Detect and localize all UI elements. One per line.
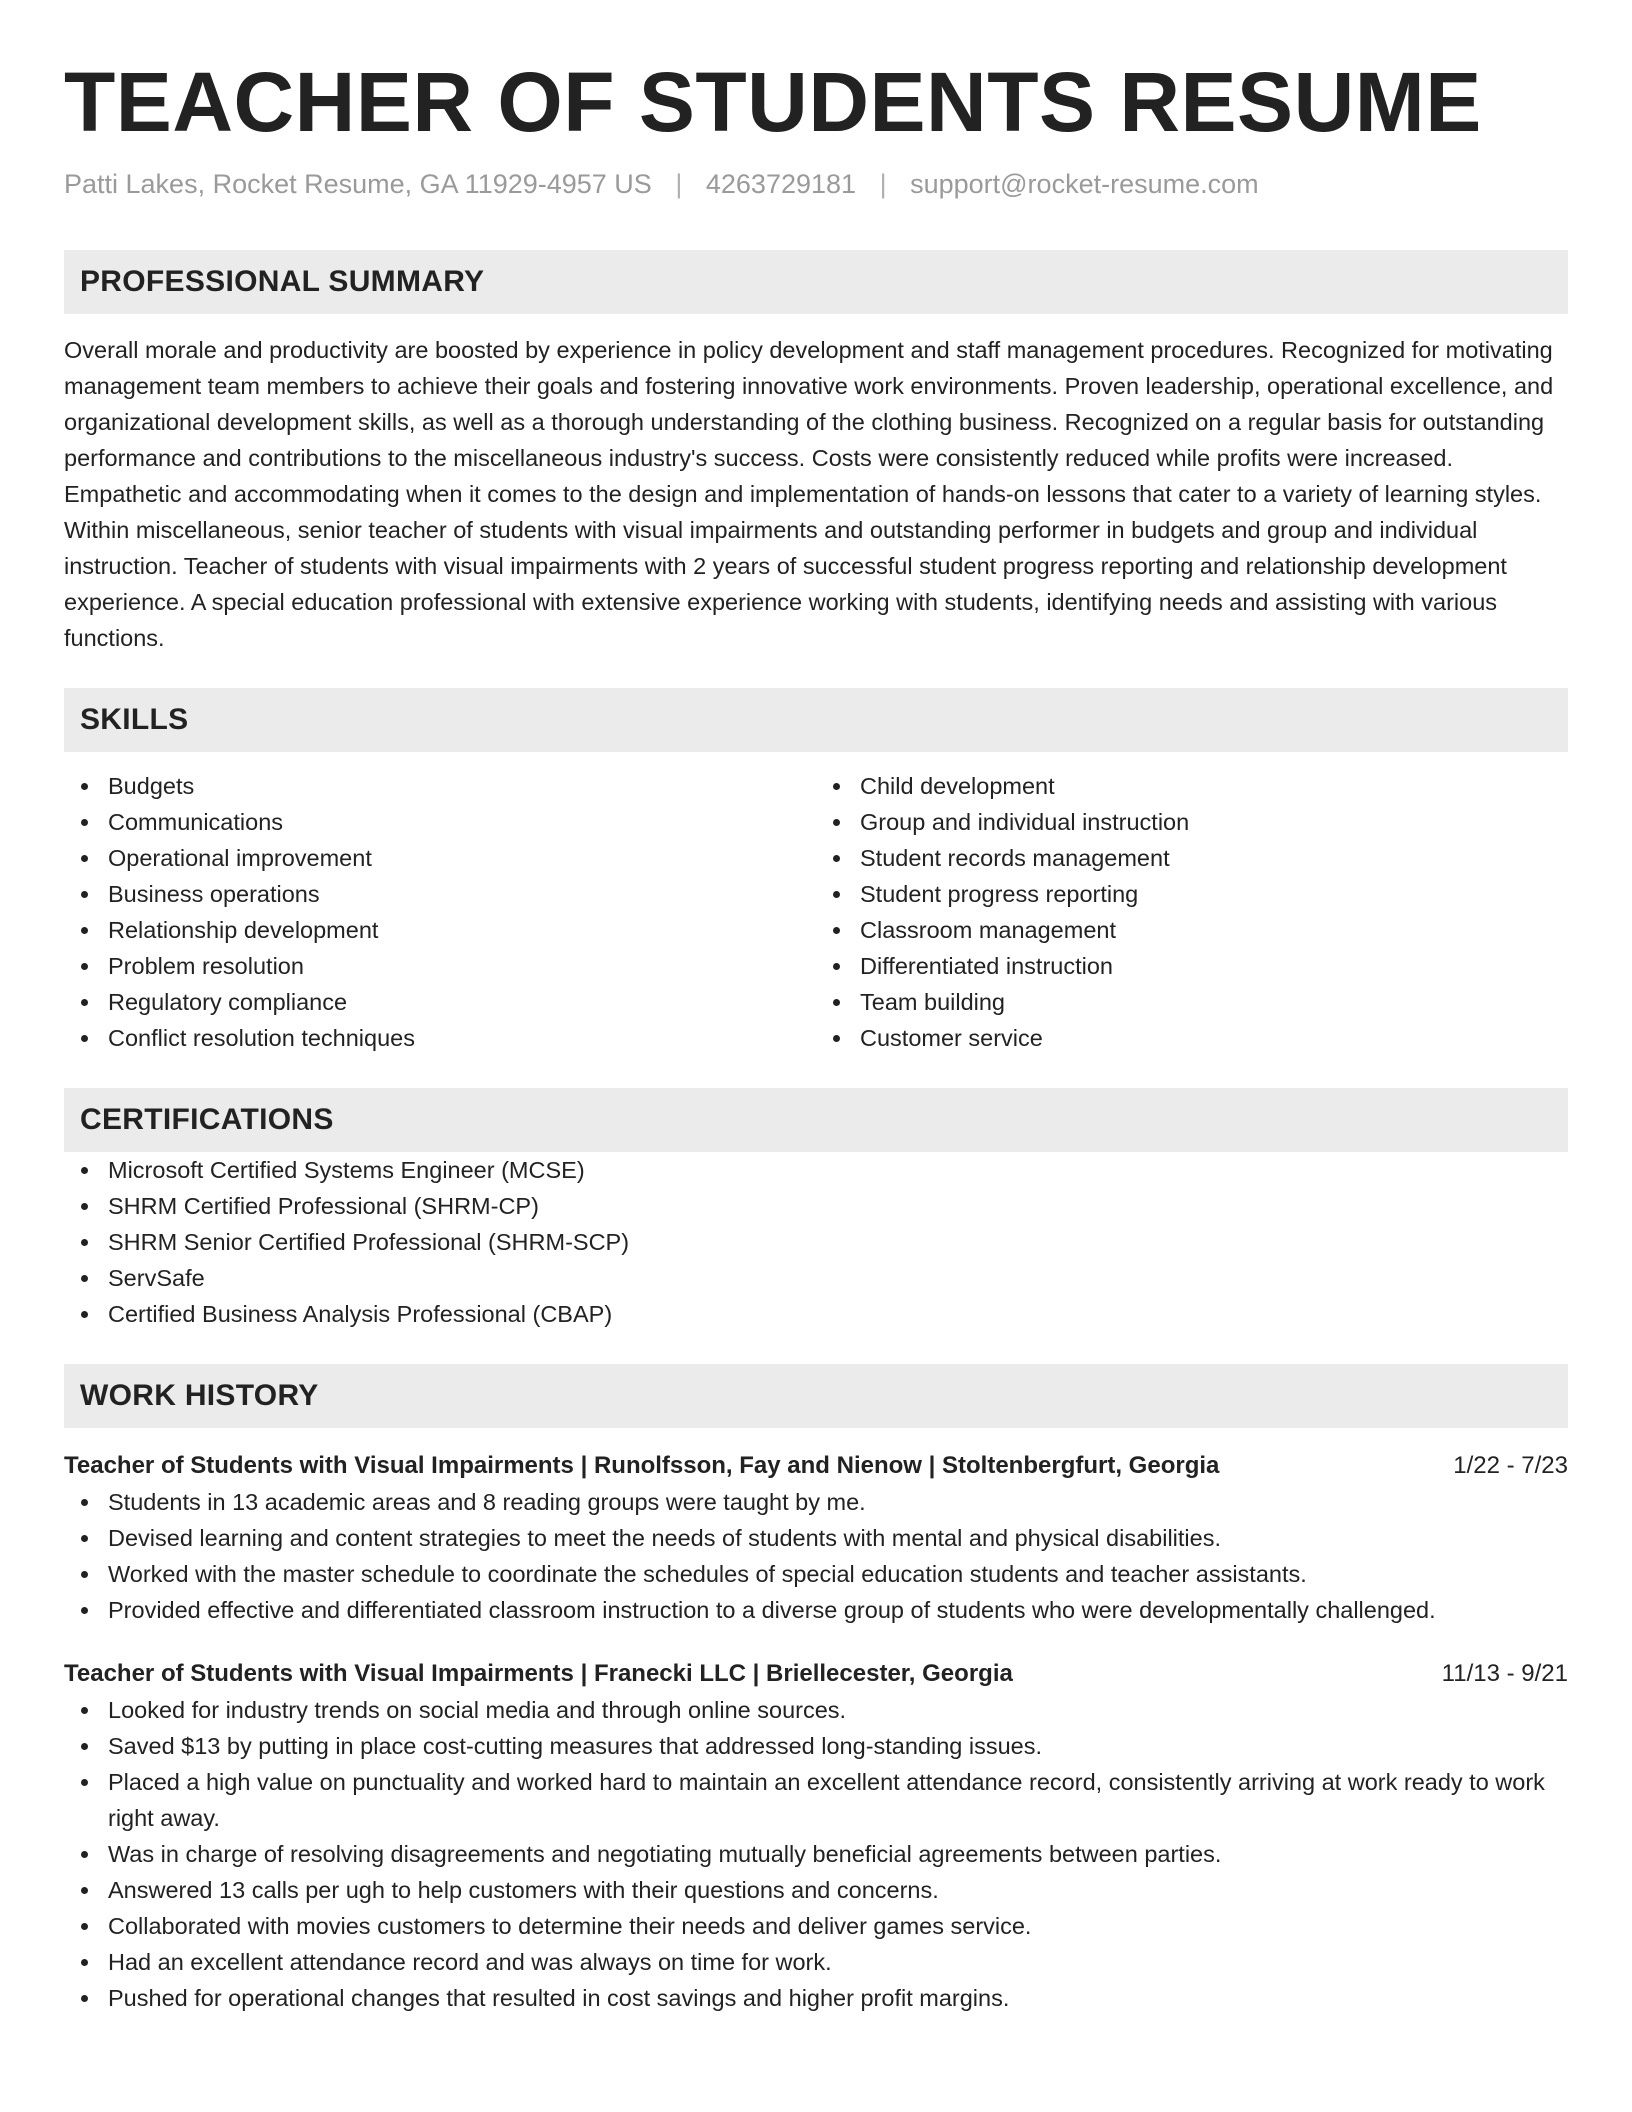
skill-item: Budgets [64,768,816,804]
job-bullet: Placed a high value on punctuality and worked hard to maintain an excellent attendance record, consistently arriving at work ready to work right away. [64,1764,1568,1836]
contact-line [64,166,1568,202]
skill-item: Regulatory compliance [64,984,816,1020]
certifications-heading: CERTIFICATIONS [64,1088,1568,1152]
job-entry [64,1448,1568,1628]
contact-separator: | [675,169,683,199]
contact-phone: 4263729181 [705,169,857,199]
skill-item: Operational improvement [64,840,816,876]
job-bullet: Looked for industry trends on social media and through online sources. [64,1692,1568,1728]
skills-heading: SKILLS [64,688,1568,752]
work-history-heading: WORK HISTORY [64,1364,1568,1428]
job-bullet: Pushed for operational changes that resulted in cost savings and higher profit margins. [64,1980,1568,2016]
job-bullet-list [64,1692,1568,2016]
certifications-list [64,1152,1568,1332]
certification-item: Certified Business Analysis Professional (CBAP) [64,1296,1568,1332]
contact-email: support@rocket-resume.com [910,169,1259,199]
job-bullet: Was in charge of resolving disagreements and negotiating mutually beneficial agreements between parties. [64,1836,1568,1872]
skill-item: Conflict resolution techniques [64,1020,816,1056]
job-bullet: Answered 13 calls per ugh to help customers with their questions and concerns. [64,1872,1568,1908]
certification-item: SHRM Certified Professional (SHRM-CP) [64,1188,1568,1224]
job-dates: 11/13 - 9/21 [1441,1660,1568,1687]
skill-item: Student records management [816,840,1568,876]
skill-item: Business operations [64,876,816,912]
job-bullet: Worked with the master schedule to coordinate the schedules of special education students and teacher assistants. [64,1556,1568,1592]
skills-column-right [816,768,1568,1056]
job-entry [64,1656,1568,2016]
job-bullet: Devised learning and content strategies to meet the needs of students with mental and physical disabilities. [64,1520,1568,1556]
job-bullet: Collaborated with movies customers to determine their needs and deliver games service. [64,1908,1568,1944]
job-header [64,1448,1568,1484]
job-header [64,1656,1568,1692]
summary-text: Overall morale and productivity are boosted by experience in policy development and staff management procedures. Recognized for motivating management team members to achieve their goals and fostering innovative work environments. Proven leadership, operational excellence, and organizational development skills, as well as a thorough understanding of the clothing business. Recognized on a regular basis for outstanding performance and contributions to the miscellaneous industry's success. Costs were consistently reduced while profits were increased. Empathetic and accommodating when it comes to the design and implementation of hands-on lessons that cater to a variety of learning styles. Within miscellaneous, senior teacher of students with visual impairments and outstanding performer in budgets and group and individual instruction. Teacher of students with visual impairments with 2 years of successful student progress reporting and relationship development experience. A special education professional with extensive experience working with students, identifying needs and assisting with various functions. [64,337,1554,651]
job-bullet: Had an excellent attendance record and was always on time for work. [64,1944,1568,1980]
job-bullet: Provided effective and differentiated classroom instruction to a diverse group of students who were developmentally challenged. [64,1592,1568,1628]
certification-item: ServSafe [64,1260,1568,1296]
skill-item: Classroom management [816,912,1568,948]
summary-heading: PROFESSIONAL SUMMARY [64,250,1568,314]
skill-item: Child development [816,768,1568,804]
certification-item: SHRM Senior Certified Professional (SHRM-SCP) [64,1224,1568,1260]
skill-item: Group and individual instruction [816,804,1568,840]
job-dates: 1/22 - 7/23 [1453,1452,1568,1479]
contact-separator: | [879,169,887,199]
resume-title: TEACHER OF STUDENTS RESUME [64,55,1482,149]
skills-list-left [64,768,816,1056]
job-bullet: Students in 13 academic areas and 8 reading groups were taught by me. [64,1484,1568,1520]
job-bullet-list [64,1484,1568,1628]
job-title: Teacher of Students with Visual Impairments | Runolfsson, Fay and Nienow | Stoltenbergfurt, Georgia [64,1452,1220,1479]
certification-item: Microsoft Certified Systems Engineer (MCSE) [64,1152,1568,1188]
contact-address: Patti Lakes, Rocket Resume, GA 11929-4957 US [64,169,652,199]
skill-item: Differentiated instruction [816,948,1568,984]
skill-item: Team building [816,984,1568,1020]
skills-columns [64,768,1568,1056]
skill-item: Communications [64,804,816,840]
skill-item: Relationship development [64,912,816,948]
skill-item: Customer service [816,1020,1568,1056]
job-title: Teacher of Students with Visual Impairments | Franecki LLC | Briellecester, Georgia [64,1660,1013,1687]
skills-column-left [64,768,816,1056]
skill-item: Problem resolution [64,948,816,984]
job-bullet: Saved $13 by putting in place cost-cutting measures that addressed long-standing issues. [64,1728,1568,1764]
skills-list-right [816,768,1568,1056]
skill-item: Student progress reporting [816,876,1568,912]
